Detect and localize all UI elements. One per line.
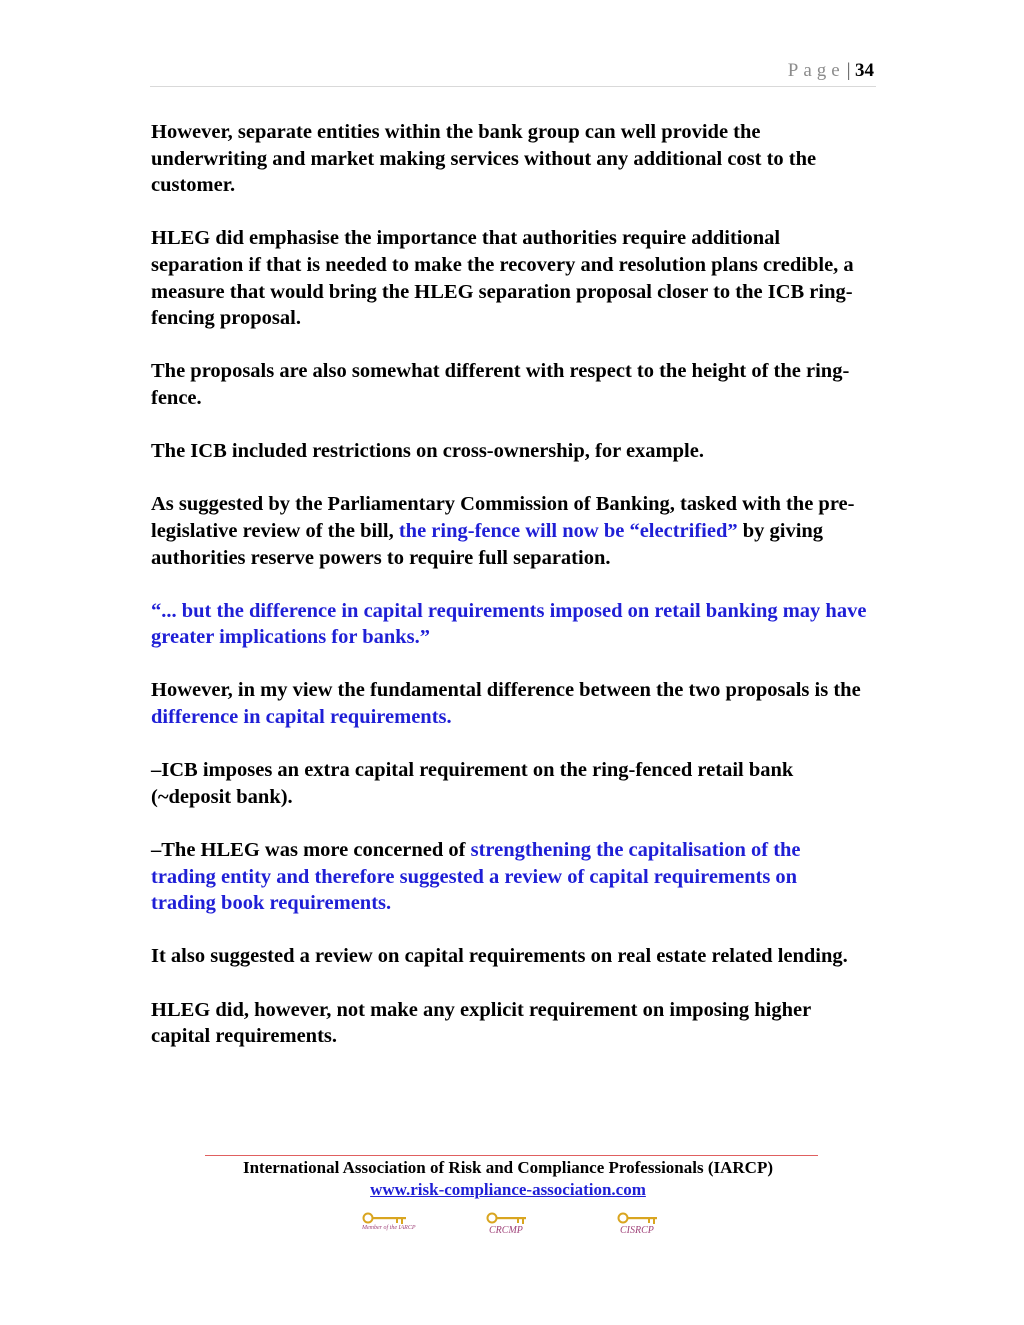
- footer-divider: [205, 1155, 818, 1156]
- key-icon: [617, 1212, 661, 1226]
- paragraph-4: The ICB included restrictions on cross-ownership, for example.: [151, 440, 704, 463]
- paragraph-5: [151, 491, 867, 571]
- paragraph-2: HLEG did emphasise the importance that authorities require additional separation if that is needed to make the recovery and resolution plans credible, a measure that would bring the HLEG separation proposal closer to the ICB ring-fencing proposal.: [151, 227, 854, 330]
- paragraph-11: HLEG did, however, not make any explicit requirement on imposing higher capital requirements.: [151, 998, 811, 1048]
- paragraph-7-highlight: difference in capital requirements.: [151, 706, 452, 729]
- page-header: [150, 58, 876, 87]
- quote-paragraph: “... but the difference in capital requirements imposed on retail banking may have greater implications for banks.”: [151, 599, 867, 649]
- paragraph-9: [151, 837, 867, 917]
- page-number-label: [788, 60, 874, 82]
- paragraph-9-highlight: strengthening the capitalisation of the trading entity and therefore suggested a review of capital requirements on trading book requirements.: [151, 839, 801, 915]
- page-separator: |: [846, 60, 851, 81]
- paragraph-3: The proposals are also somewhat different with respect to the height of the ring-fence.: [151, 360, 850, 409]
- key-icon: [362, 1212, 410, 1226]
- member-logo: [362, 1212, 422, 1240]
- website-link[interactable]: www.risk-compliance-association.com: [370, 1180, 646, 1199]
- page-label: Page: [787, 60, 845, 81]
- logo-caption: Member of the IARCP: [362, 1225, 416, 1231]
- paragraph-10: It also suggested a review on capital requirements on real estate related lending.: [151, 945, 848, 968]
- paragraph-8: –ICB imposes an extra capital requirement on the ring-fenced retail bank (~deposit bank).: [151, 759, 794, 808]
- logo-caption: CISRCP: [620, 1225, 654, 1236]
- key-icon: [486, 1212, 530, 1226]
- footer-website: [150, 1180, 866, 1200]
- cisrcp-logo: [617, 1212, 677, 1240]
- document-body: [151, 119, 867, 1076]
- paragraph-5-text: As suggested by the Parliamentary Commission of Banking, tasked with the pre-legislative review of the bill,: [151, 493, 855, 542]
- page-number: 34: [855, 60, 874, 81]
- paragraph-9-text: –The HLEG was more concerned of: [151, 839, 471, 862]
- paragraph-7-text: However, in my view the fundamental difference between the two proposals is the: [151, 679, 861, 702]
- paragraph-5-text-end: by giving authorities reserve powers to require full separation.: [151, 519, 824, 569]
- crcmp-logo: [486, 1212, 546, 1240]
- paragraph-7: [151, 677, 867, 730]
- paragraph-1: However, separate entities within the bank group can well provide the underwriting and market making services without any additional cost to the customer.: [151, 121, 817, 197]
- footer-organization: International Association of Risk and Compliance Professionals (IARCP): [242, 1158, 774, 1177]
- logo-caption: CRCMP: [489, 1225, 523, 1236]
- paragraph-5-highlight: the ring-fence will now be “electrified”: [398, 519, 738, 542]
